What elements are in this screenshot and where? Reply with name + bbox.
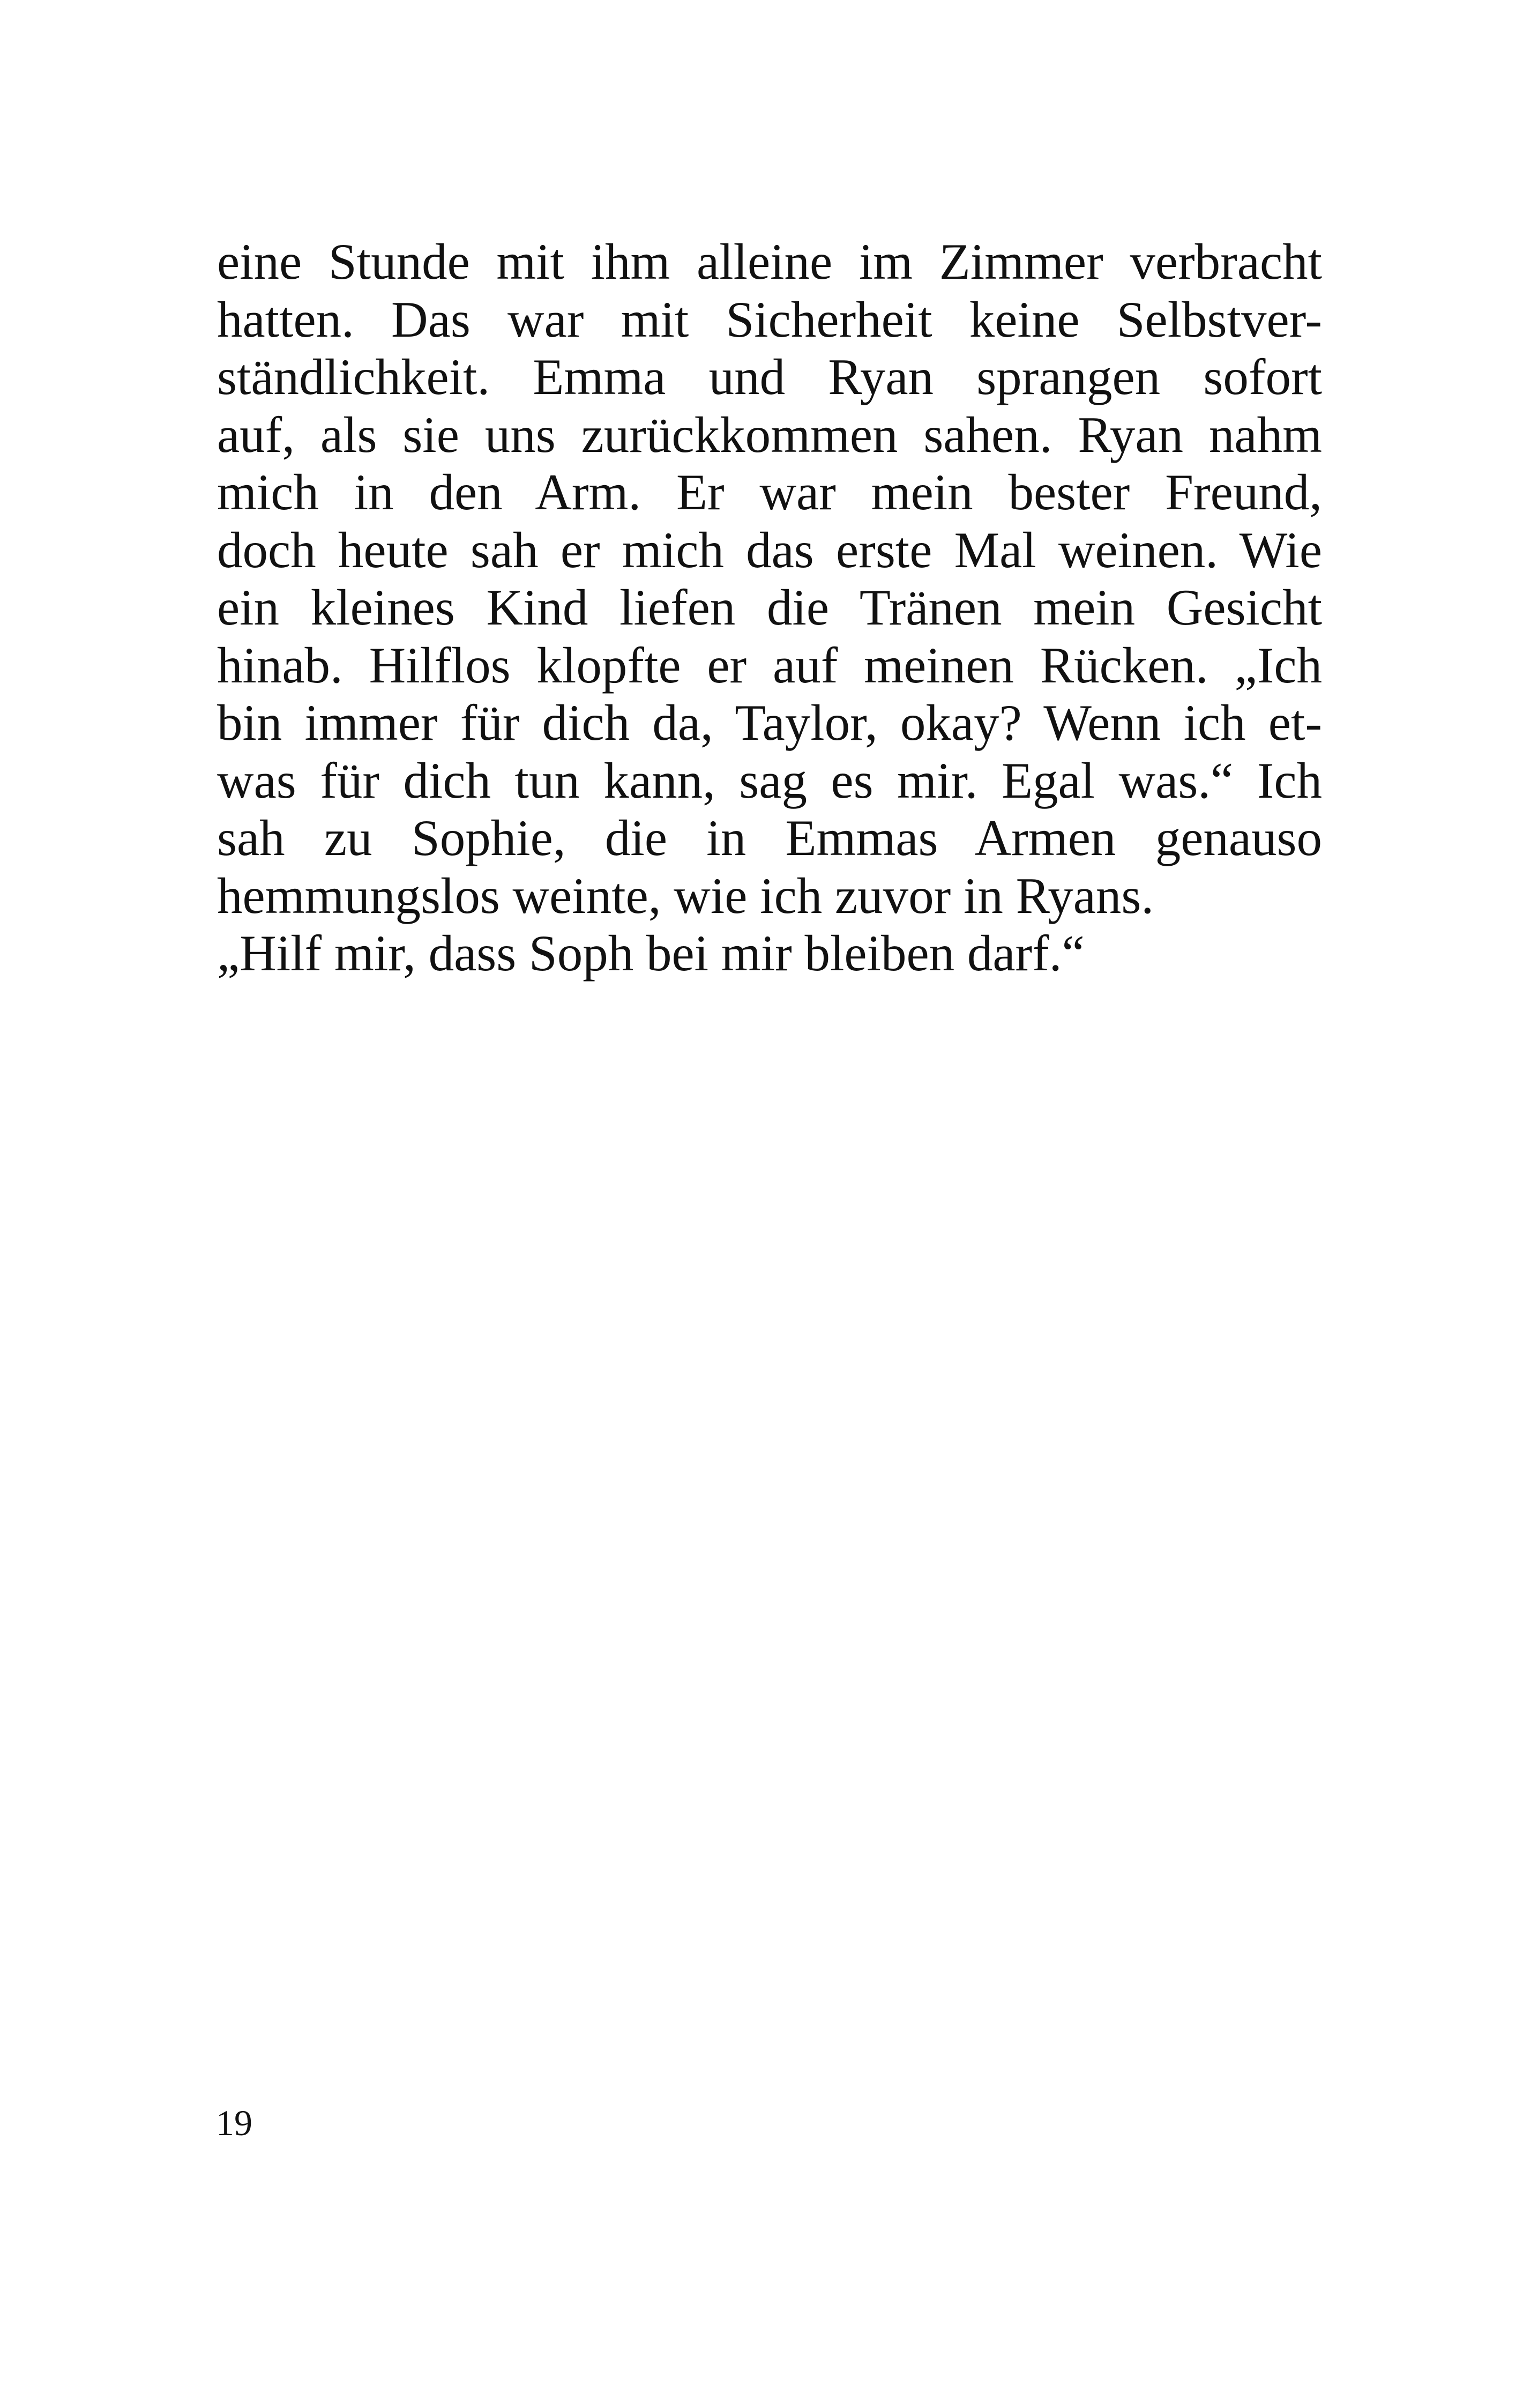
text-line: bin immer für dich da, Taylor, okay? Wenn ich et- <box>217 694 1322 751</box>
text-line: auf, als sie uns zurückkommen sahen. Ryan nahm <box>217 406 1322 463</box>
text-line: hinab. Hilflos klopfte er auf meinen Rücken. „Ich <box>217 636 1322 694</box>
page-number: 19 <box>216 2102 252 2143</box>
text-line: eine Stunde mit ihm alleine im Zimmer verbracht <box>217 233 1322 290</box>
text-line: mich in den Arm. Er war mein bester Freund, <box>217 464 1322 521</box>
text-line: sah zu Sophie, die in Emmas Armen genauso <box>217 809 1322 866</box>
text-line: ein kleines Kind liefen die Tränen mein Gesicht <box>217 579 1322 636</box>
text-line: doch heute sah er mich das erste Mal weinen. Wie <box>217 521 1322 578</box>
text-line: ständlichkeit. Emma und Ryan sprangen sofort <box>217 348 1322 405</box>
text-line: hatten. Das war mit Sicherheit keine Selbstver- <box>217 291 1322 348</box>
text-line: was für dich tun kann, sag es mir. Egal was.“ Ich <box>217 752 1322 809</box>
text-line: hemmungslos weinte, wie ich zuvor in Ryans. <box>217 867 1154 924</box>
body-text <box>217 233 1322 983</box>
text-line: „Hilf mir, dass Soph bei mir bleiben darf.“ <box>217 925 1085 982</box>
